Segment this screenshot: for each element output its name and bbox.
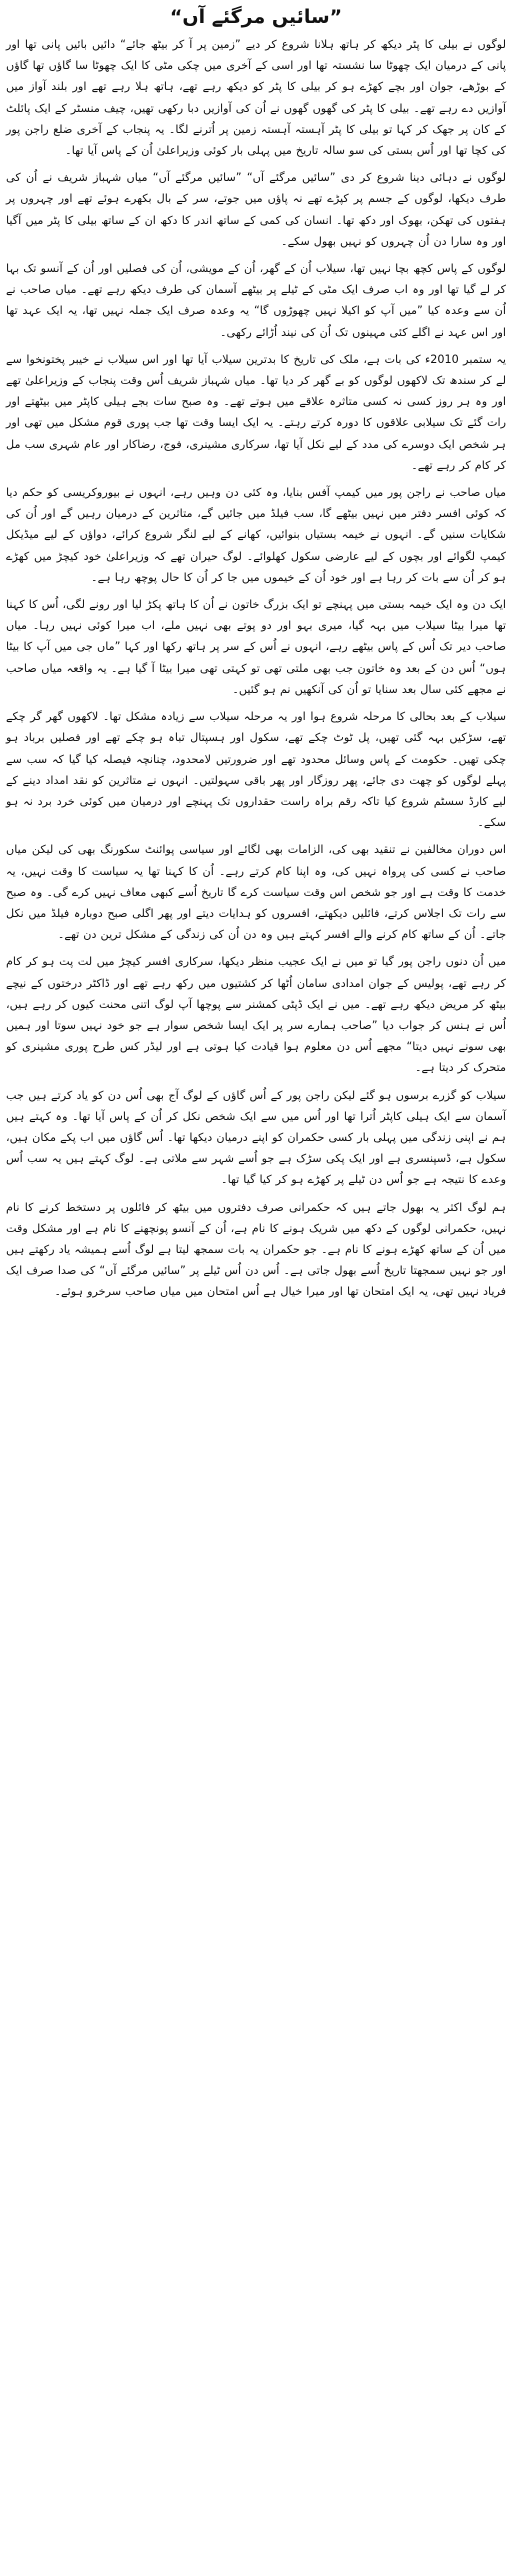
article-title: ”سائیں مرگئے آں“ [169,6,343,28]
article-paragraph: میاں صاحب نے راجن پور میں کیمپ آفس بنایا، وہ کئی دن وہیں رہے، انہوں نے بیوروکریسی کو حکم دیا کہ کوئی افسر دفتر میں نہیں بیٹھے گا، سب فیلڈ میں جائیں گے، متاثرین کے درمیان رہیں گے اور اُن کی شکایات سنیں گے۔ انہوں نے خیمہ بستیاں بنوائیں، کھانے کے لیے لنگر شروع کرائے، دواؤں کے لیے میڈیکل کیمپ لگوائے اور بچوں کے لیے عارضی سکول کھلوائے۔ لوگ حیران تھے کہ وزیراعلیٰ خود کیچڑ میں کھڑے ہو کر اُن سے بات کر رہا ہے اور خود اُن کے خیموں میں جا کر اُن کا حال پوچھ رہا ہے۔ [6,486,506,584]
article-paragraph: ایک دن وہ ایک خیمہ بستی میں پہنچے تو ایک بزرگ خاتون نے اُن کا ہاتھ پکڑ لیا اور رونے لگی، اُس کا کہنا تھا میرا بیٹا سیلاب میں بہہ گیا، میری بہو اور دو پوتے بھی نہیں ملے، اب میرا کوئی نہیں رہا۔ میاں صاحب دیر تک اُس کے پاس بیٹھے رہے، انہوں نے اُس کے سر پر ہاتھ رکھا اور کہا ”ماں جی میں آپ کا بیٹا ہوں“ اُس دن کے بعد وہ خاتون جب بھی ملتی تھی تو کہتی تھی میرا بیٹا آ گیا ہے۔ یہ واقعہ میاں صاحب نے مجھے کئی سال بعد سنایا تو اُن کی آنکھیں نم ہو گئیں۔ [6,598,506,696]
article-paragraph: سیلاب کو گزرے برسوں ہو گئے لیکن راجن پور کے اُس گاؤں کے لوگ آج بھی اُس دن کو یاد کرتے ہیں جب آسمان سے ایک ہیلی کاپٹر اُترا تھا اور اُس میں سے ایک شخص نکل کر اُن کے پاس آیا تھا۔ وہ کہتے ہیں ہم نے اپنی زندگی میں پہلی بار کسی حکمران کو اپنے درمیان دیکھا تھا۔ اُس گاؤں میں اب پکے مکان ہیں، سکول ہے، ڈسپنسری ہے اور ایک پکی سڑک ہے جو اُسے شہر سے ملاتی ہے۔ لوگ کہتے ہیں یہ سب اُس وعدے کا نتیجہ ہے جو اُس دن ٹیلے پر کھڑے ہو کر کیا گیا تھا۔ [6,1088,506,1187]
article-paragraph: لوگوں نے دہائی دینا شروع کر دی ”سائیں مرگئے آں“ ”سائیں مرگئے آں“ میاں شہباز شریف نے اُن کی طرف دیکھا، لوگوں کے جسم پر کپڑے تھے نہ پاؤں میں جوتے، سر کے بال بکھرے ہوئے تھے اور چہروں پر ہفتوں کی تھکن، بھوک اور دکھ تھا۔ انسان کی کمی کے ساتھ اندر کا دکھ ان کے ساتھ بیلی کا پٹر میں آگیا اور وہ سارا دن اُن چہروں کو نہیں بھول سکے۔ [6,171,506,248]
article-paragraph: میں اُن دنوں راجن پور گیا تو میں نے ایک عجیب منظر دیکھا، سرکاری افسر کیچڑ میں لت پت ہو کر کام کر رہے تھے، پولیس کے جوان امدادی سامان اُٹھا کر کشتیوں میں رکھ رہے تھے اور ڈاکٹر درختوں کے نیچے بیٹھ کر مریض دیکھ رہے تھے۔ میں نے ایک ڈپٹی کمشنر سے پوچھا آپ لوگ اتنی محنت کیوں کر رہے ہیں، اُس نے ہنس کر جواب دیا ”صاحب ہمارے سر پر ایک ایسا شخص سوار ہے جو خود نہیں سوتا اور ہمیں بھی سونے نہیں دیتا“ مجھے اُس دن معلوم ہوا قیادت کیا ہوتی ہے اور لیڈر کس طرح پوری مشینری کو متحرک کر دیتا ہے۔ [6,955,506,1075]
article-body [6,34,506,1309]
article-paragraph: اس دوران مخالفین نے تنقید بھی کی، الزامات بھی لگائے اور سیاسی پوائنٹ سکورنگ بھی کی لیکن میاں صاحب نے کسی کی پرواہ نہیں کی، وہ اپنا کام کرتے رہے۔ اُن کا کہنا تھا یہ سیاست کا وقت نہیں، یہ خدمت کا وقت ہے اور جو شخص اس وقت سیاست کرے گا تاریخ اُسے کبھی معاف نہیں کرے گی۔ وہ صبح سے رات تک اجلاس کرتے، فائلیں دیکھتے، افسروں کو ہدایات دیتے اور پھر اگلی صبح دوبارہ فیلڈ میں نکل جاتے۔ اُن کے ساتھ کام کرنے والے افسر کہتے ہیں وہ دن اُن کی زندگی کے مشکل ترین دن تھے۔ [6,843,506,942]
article-paragraph: لوگوں نے بیلی کا پٹر دیکھ کر ہاتھ ہلانا شروع کر دیے ”زمین پر آ کر بیٹھ جائے“ دائیں بائیں پانی تھا اور پانی کے درمیان ایک چھوٹا سا نشستہ تھا اور اسی کے آخری میں چکی مٹی کا ایک چھوٹا سا گاؤں تھا گاؤں کے بوڑھے، جوان اور بچے کھڑے ہو کر بیلی کا پٹر کو دیکھ رہے تھے، ہاتھ ہلا رہے تھے اور بلند آواز میں آوازیں دے رہے تھے۔ بیلی کا پٹر کی گھوں گھوں نے اُن کی آوازیں دبا رکھی تھیں، چیف منسٹر کے ایک پائلٹ کے کان پر جھک کر کہا تو بیلی کا پٹر آہستہ آہستہ زمین پر اُترنے لگا۔ یہ پنجاب کے آخری ضلع راجن پور کی کچا تھا اور اُس بستی کی سو سالہ تاریخ میں پہلی بار کوئی وزیراعلیٰ اُن کے پاس آیا تھا۔ [6,38,506,158]
article-paragraph: سیلاب کے بعد بحالی کا مرحلہ شروع ہوا اور یہ مرحلہ سیلاب سے زیادہ مشکل تھا۔ لاکھوں گھر گر چکے تھے، سڑکیں بہہ گئی تھیں، پل ٹوٹ چکے تھے، سکول اور ہسپتال تباہ ہو چکے تھے اور فصلیں برباد ہو چکی تھیں۔ حکومت کے پاس وسائل محدود تھے اور ضرورتیں لامحدود، چنانچہ فیصلہ کیا گیا کہ سب سے پہلے لوگوں کو چھت دی جائے، پھر روزگار اور پھر باقی سہولتیں۔ انہوں نے متاثرین کو نقد امداد دینے کے لیے کارڈ سسٹم شروع کیا تاکہ رقم براہ راست حقداروں تک پہنچے اور درمیان میں کوئی خرد برد نہ ہو سکے۔ [6,710,506,830]
article-paragraph: ہم لوگ اکثر یہ بھول جاتے ہیں کہ حکمرانی صرف دفتروں میں بیٹھ کر فائلوں پر دستخط کرنے کا نام نہیں، حکمرانی لوگوں کے دکھ میں شریک ہونے کا نام ہے، اُن کے آنسو پونچھنے کا نام ہے اور مشکل وقت میں اُن کے ساتھ کھڑے ہونے کا نام ہے۔ جو حکمران یہ بات سمجھ لیتا ہے لوگ اُسے ہمیشہ یاد رکھتے ہیں اور جو نہیں سمجھتا تاریخ اُسے بھول جاتی ہے۔ اُس دن اُس ٹیلے پر ”سائیں مرگئے آں“ کی صدا صرف ایک فریاد نہیں تھی، یہ ایک امتحان تھا اور میرا خیال ہے اُس امتحان میں میاں صاحب سرخرو ہوئے۔ [6,1200,506,1299]
article-paragraph: یہ ستمبر 2010ء کی بات ہے، ملک کی تاریخ کا بدترین سیلاب آیا تھا اور اس سیلاب نے خیبر پختونخوا سے لے کر سندھ تک لاکھوں لوگوں کو بے گھر کر دیا تھا۔ میاں شہباز شریف اُس وقت پنجاب کے وزیراعلیٰ تھے اور وہ ہر روز کسی نہ کسی متاثرہ علاقے میں ہوتے تھے۔ وہ صبح سات بجے ہیلی کاپٹر میں بیٹھتے اور رات گئے تک سیلابی علاقوں کا دورہ کرتے رہتے۔ یہ ایک ایسا وقت تھا جب پوری قوم مشکل میں تھی اور ہر شخص ایک دوسرے کی مدد کے لیے نکل آیا تھا، سرکاری مشینری، فوج، رضاکار اور عام شہری سب مل کر کام کر رہے تھے۔ [6,352,506,472]
article-paragraph: لوگوں کے پاس کچھ بچا نہیں تھا، سیلاب اُن کے گھر، اُن کے مویشی، اُن کی فصلیں اور اُن کے آنسو تک بہا کر لے گیا تھا اور وہ اب صرف ایک مٹی کے ٹیلے پر بیٹھے آسمان کی طرف دیکھ رہے تھے۔ میاں صاحب نے اُن سے وعدہ کیا ”میں آپ کو اکیلا نہیں چھوڑوں گا“ یہ وعدہ صرف ایک جملہ نہیں تھا، یہ ایک عہد تھا اور اس عہد نے اگلے کئی مہینوں تک اُن کی نیند اُڑائے رکھی۔ [6,262,506,339]
